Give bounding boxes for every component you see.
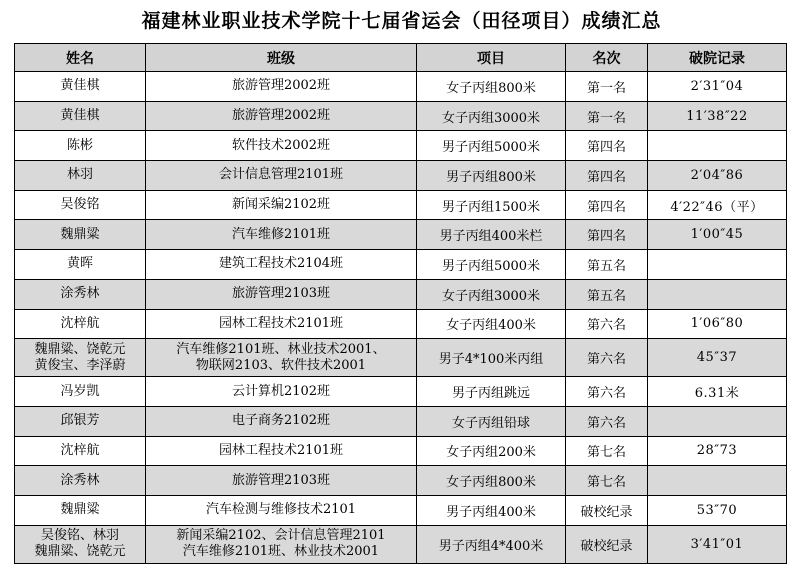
cell-name-line: 冯岁凯 [60,383,100,399]
cell-rank: 第六名 [566,309,648,339]
sheet-title: 福建林业职业技术学院十七届省运会（田径项目）成绩汇总 [141,10,662,32]
cell-name [15,279,146,309]
cell-record: 2′31″04 [648,72,787,102]
cell-class [146,250,417,280]
cell-name [15,309,146,339]
cell-class [146,72,417,102]
cell-name [15,339,146,377]
cell-class-line: 物联网2103、软件技术2001 [195,357,367,373]
cell-event: 男子丙组4*400米 [417,525,566,563]
cell-class [146,436,417,466]
cell-name [15,190,146,220]
table-row [15,495,787,525]
cell-rank: 第五名 [566,250,648,280]
cell-class-line: 建筑工程技术2104班 [218,256,344,272]
cell-class-line: 云计算机2102班 [231,383,331,399]
cell-event: 女子丙组800米 [417,466,566,496]
cell-event: 男子丙组800米 [417,161,566,191]
cell-name [15,101,146,131]
cell-name-line: 沈梓航 [60,315,100,331]
cell-name-line: 黄晖 [66,256,93,272]
cell-record [648,406,787,436]
cell-class-line: 园林工程技术2101班 [218,442,344,458]
cell-event: 男子丙组400米 [417,495,566,525]
cell-name-line: 林羽 [66,167,93,183]
cell-name-line: 魏鼎粱 [60,226,100,242]
cell-name-line: 黄佳棋 [60,108,100,124]
results-body [15,72,787,564]
cell-record: 2′04″86 [648,161,787,191]
table-row [15,339,787,377]
cell-event: 女子丙组400米 [417,309,566,339]
cell-record: 53″70 [648,495,787,525]
table-row [15,131,787,161]
cell-rank: 第四名 [566,190,648,220]
cell-class-line: 新闻采编2102、会计信息管理2101 [176,528,386,544]
header-class: 班级 [146,44,417,72]
table-row [15,101,787,131]
cell-record: 4′22″46（平） [648,190,787,220]
cell-record [648,131,787,161]
cell-name [15,495,146,525]
cell-event: 男子丙组5000米 [417,131,566,161]
results-table [14,43,787,564]
cell-event: 女子丙组3000米 [417,101,566,131]
cell-rank: 第四名 [566,161,648,191]
cell-name-line: 邱银芳 [60,413,100,429]
cell-record: 11′38″22 [648,101,787,131]
cell-name-line: 沈梓航 [60,442,100,458]
cell-class-line: 汽车维修2101班、林业技术2001、 [176,341,386,357]
cell-class-line: 园林工程技术2101班 [218,315,344,331]
cell-class [146,339,417,377]
table-row [15,436,787,466]
cell-record: 6.31米 [648,377,787,407]
cell-record: 1′06″80 [648,309,787,339]
cell-name-line: 魏鼎粱 [60,502,100,518]
cell-class [146,161,417,191]
cell-name [15,525,146,563]
cell-record: 45″37 [648,339,787,377]
cell-name [15,466,146,496]
header-record: 破院记录 [648,44,787,72]
cell-class [146,377,417,407]
cell-name-line: 陈彬 [66,137,93,153]
table-row [15,72,787,102]
table-row [15,309,787,339]
cell-record [648,279,787,309]
cell-event: 女子丙组800米 [417,72,566,102]
cell-class-line: 汽车检测与维修技术2101 [205,502,357,518]
cell-name [15,406,146,436]
cell-class [146,466,417,496]
cell-rank: 破校纪录 [566,495,648,525]
cell-rank: 第六名 [566,406,648,436]
cell-name [15,250,146,280]
cell-event: 男子4*100米丙组 [417,339,566,377]
cell-class-line: 汽车维修2101班、林业技术2001 [182,544,380,560]
cell-class-line: 旅游管理2103班 [231,472,331,488]
table-row [15,525,787,563]
cell-name-line: 黄俊宝、李泽蔚 [34,357,126,373]
header-event: 项目 [417,44,566,72]
cell-class [146,220,417,250]
cell-class [146,190,417,220]
cell-rank: 第七名 [566,466,648,496]
cell-rank: 第六名 [566,339,648,377]
cell-rank: 第一名 [566,101,648,131]
cell-event: 男子丙组400米栏 [417,220,566,250]
cell-name-line: 涂秀林 [60,472,100,488]
cell-name [15,436,146,466]
cell-event: 女子丙组铅球 [417,406,566,436]
cell-name-line: 魏鼎粱、饶乾元 [34,544,126,560]
cell-event: 男子丙组1500米 [417,190,566,220]
header-row [15,44,787,72]
table-row [15,190,787,220]
cell-class [146,525,417,563]
cell-class-line: 旅游管理2103班 [231,286,331,302]
cell-class [146,101,417,131]
cell-name-line: 黄佳棋 [60,78,100,94]
cell-class [146,406,417,436]
header-name: 姓名 [15,44,146,72]
table-row [15,250,787,280]
table-row [15,220,787,250]
table-row [15,466,787,496]
cell-name-line: 吴俊铭、林羽 [40,528,119,544]
cell-class [146,495,417,525]
cell-rank: 第五名 [566,279,648,309]
cell-name-line: 涂秀林 [60,286,100,302]
cell-class [146,309,417,339]
cell-record: 28″73 [648,436,787,466]
cell-class-line: 旅游管理2002班 [231,108,331,124]
cell-rank: 第七名 [566,436,648,466]
header-rank: 名次 [566,44,648,72]
cell-class-line: 电子商务2102班 [231,413,331,429]
cell-name [15,220,146,250]
table-row [15,161,787,191]
cell-event: 男子丙组跳远 [417,377,566,407]
cell-record [648,466,787,496]
table-row [15,406,787,436]
table-row [15,377,787,407]
cell-event: 男子丙组5000米 [417,250,566,280]
cell-rank: 破校纪录 [566,525,648,563]
cell-rank: 第一名 [566,72,648,102]
cell-event: 女子丙组3000米 [417,279,566,309]
cell-class [146,279,417,309]
cell-record: 1′00″45 [648,220,787,250]
cell-class-line: 软件技术2002班 [231,137,331,153]
table-row [15,279,787,309]
cell-class-line: 汽车维修2101班 [231,226,331,242]
cell-rank: 第四名 [566,220,648,250]
cell-event: 女子丙组200米 [417,436,566,466]
cell-class-line: 旅游管理2002班 [231,78,331,94]
cell-name-line: 吴俊铭 [60,197,100,213]
cell-record: 3′41″01 [648,525,787,563]
cell-rank: 第四名 [566,131,648,161]
cell-name [15,131,146,161]
cell-name [15,377,146,407]
cell-record [648,250,787,280]
cell-class [146,131,417,161]
cell-class-line: 新闻采编2102班 [231,197,331,213]
cell-name [15,72,146,102]
cell-rank: 第六名 [566,377,648,407]
cell-name [15,161,146,191]
cell-class-line: 会计信息管理2101班 [218,167,344,183]
cell-name-line: 魏鼎粱、饶乾元 [34,341,126,357]
